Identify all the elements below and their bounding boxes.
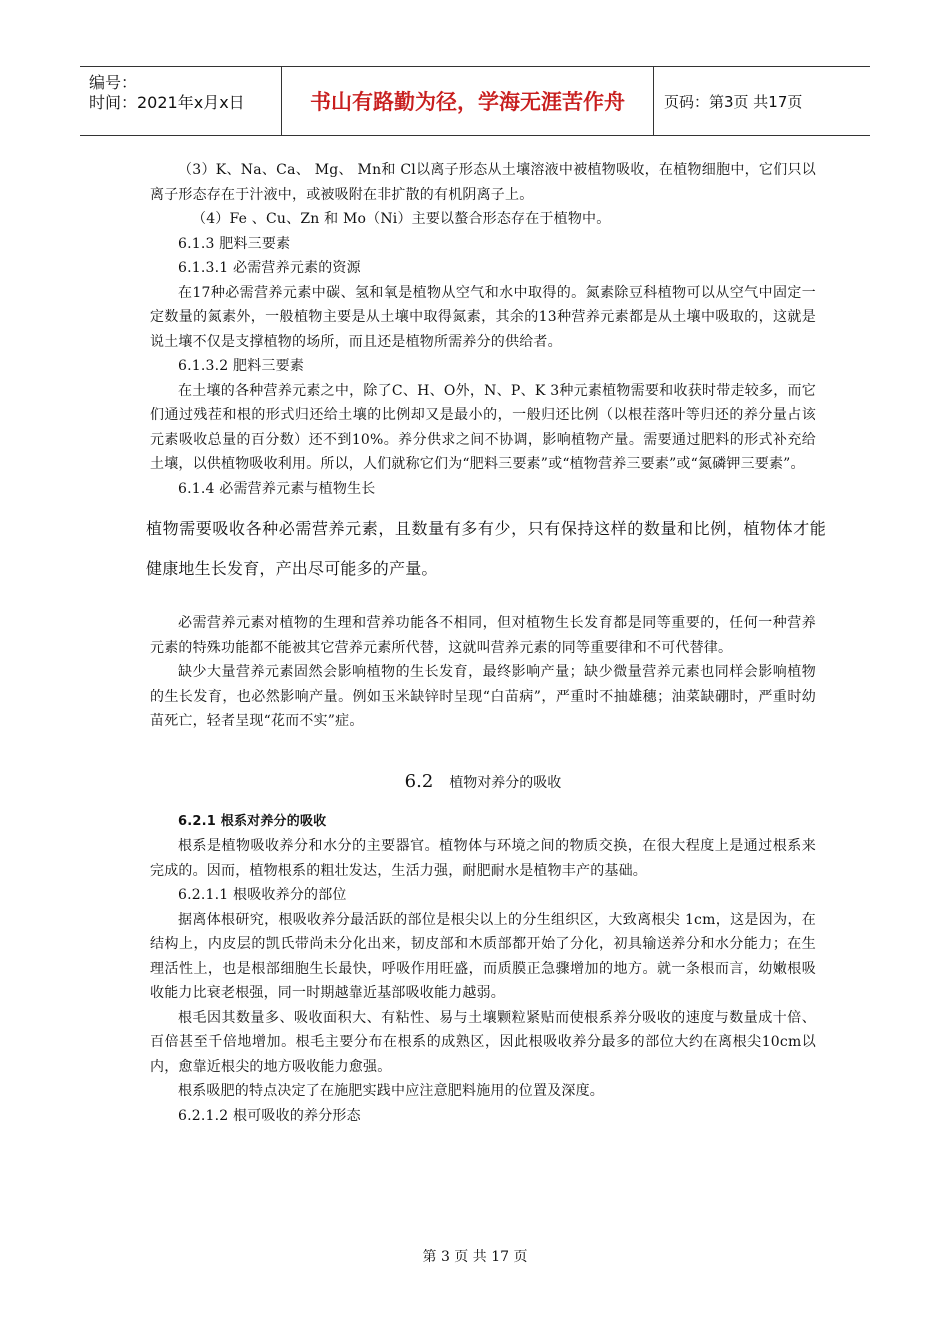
header-page-label: 页码：第3页 共17页	[664, 92, 803, 111]
subsection-heading-text: 6.2.1 根系对养分的吸收	[178, 813, 327, 829]
paragraph: 必需营养元素对植物的生理和营养功能各不相同，但对植物生长发育都是同等重要的，任何一种营养元素的特殊功能都不能被其它营养元素所代替，这就叫营养元素的同等重要律和不可代替律。	[150, 615, 816, 656]
section-heading: 6.1.3.2 肥料三要素	[178, 358, 305, 374]
paragraph-large: 植物需要吸收各种必需营养元素，且数量有多有少，只有保持这样的数量和比例，植物体才能健康地生长发育，产出尽可能多的产量。	[146, 519, 826, 578]
section-title-6-2	[150, 768, 816, 797]
paragraph: 根系吸肥的特点决定了在施肥实践中应注意肥料施用的位置及深度。	[178, 1083, 604, 1099]
section-heading: 6.1.3 肥料三要素	[178, 235, 291, 252]
paragraph: （3）K、Na、Ca、 Mg、 Mn和 Cl以离子形态从土壤溶液中被植物吸收，在植物细胞中，它们只以离子形态存在于汁液中，或被吸附在非扩散的有机阴离子上。	[150, 162, 816, 203]
document-body	[146, 158, 826, 1128]
header-time-label: 时间：2021年x月x日	[89, 93, 245, 112]
header-number-label: 编号：	[89, 73, 138, 92]
paragraph: 缺少大量营养元素固然会影响植物的生长发育，最终影响产量；缺少微量营养元素也同样会影响植物的生长发育，也必然影响产量。例如玉米缺锌时呈现“白苗病”，严重时不抽雄穗；油菜缺硼时，严重时幼苗死亡，轻者呈现“花而不实”症。	[150, 664, 816, 729]
section-heading: 6.2.1.1 根吸收养分的部位	[178, 887, 347, 903]
section-title: 植物对养分的吸收	[449, 774, 562, 791]
section-heading: 6.1.4 必需营养元素与植物生长	[178, 480, 376, 497]
paragraph: 根系是植物吸收养分和水分的主要器官。植物体与环境之间的物质交换，在很大程度上是通过根系来完成的。因而，植物根系的粗壮发达，生活力强，耐肥耐水是植物丰产的基础。	[150, 838, 816, 879]
header-meta	[80, 67, 282, 135]
paragraph: 在土壤的各种营养元素之中，除了C、H、O外，N、P、K 3种元素植物需要和收获时带走较多，而它们通过残茬和根的形式归还给土壤的比例却又是最小的，一般归还比例（以根茬落叶等归还的养分量占该元素吸收总量的百分数）还不到10%。养分供求之间不协调，影响植物产量。需要通过肥料的形式补充给土壤，以供植物吸收利用。所以，人们就称它们为“肥料三要素”或“植物营养三要素”或“氮磷钾三要素”。	[150, 382, 816, 472]
subsection-heading	[150, 809, 816, 835]
paragraph: 根毛因其数量多、吸收面积大、有粘性、易与土壤颗粒紧贴而使根系养分吸收的速度与数量成十倍、百倍甚至千倍地增加。根毛主要分布在根系的成熟区，因此根吸收养分最多的部位大约在离根尖10cm以内，愈靠近根尖的地方吸收能力愈强。	[150, 1009, 816, 1075]
section-heading: 6.2.1.2 根可吸收的养分形态	[178, 1107, 361, 1124]
header-motto: 书山有路勤为径，学海无涯苦作舟	[282, 67, 654, 135]
paragraph: 在17种必需营养元素中碳、氢和氧是植物从空气和水中取得的。氮素除豆科植物可以从空气中固定一定数量的氮素外，一般植物主要是从土壤中取得氮素，其余的13种营养元素都是从土壤中吸取的，这就是说土壤不仅是支撑植物的场所，而且还是植物所需养分的供给者。	[150, 284, 816, 350]
section-number: 6.2	[404, 770, 434, 792]
paragraph: （4）Fe 、Cu、Zn 和 Mo（Ni）主要以螯合形态存在于植物中。	[192, 211, 611, 227]
section-heading: 6.1.3.1 必需营养元素的资源	[178, 260, 361, 276]
paragraph: 据离体根研究，根吸收养分最活跃的部位是根尖以上的分生组织区，大致离根尖 1cm，这是因为，在结构上，内皮层的凯氏带尚未分化出来，韧皮部和木质部都开始了分化，初具输送养分和水分能力；在生理活性上，也是根部细胞生长最快，呼吸作用旺盛，而质膜正急骤增加的地方。就一条根而言，幼嫩根吸收能力比衰老根强，同一时期越靠近基部吸收能力越弱。	[150, 911, 816, 1001]
page-footer: 第 3 页 共 17 页	[422, 1249, 528, 1265]
page-header	[80, 66, 870, 136]
